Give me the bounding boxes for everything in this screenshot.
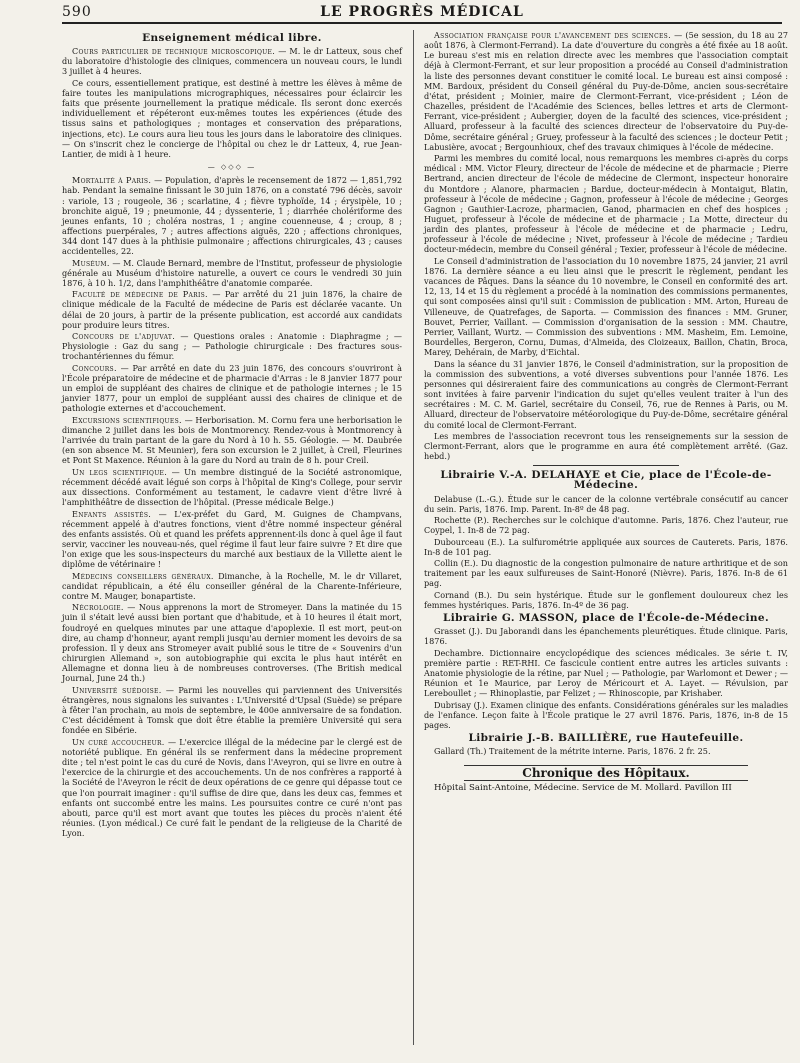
body-run: Dimanche, à la Rochelle, M. le dr Villaret, candidat républicain, a été élu conseiller général de la Charente-Inférieure, contre M. Mauger, bonapartiste. [62, 570, 402, 601]
page-number: 590 [62, 4, 92, 20]
heading-run: Excursions scientifiques. [72, 414, 182, 425]
body-run: — L'ex-préfet du Gard, M. Guignes de Champvans, récemment appelé à d'autres fonctions, vient d'être nommé inspecteur général des enfants assistés. Où et quand les préfets apprennent-ils donc à quel âge il faut servir, vacciner les nouveau-nés, quel régime il faut leur faire suivre ? Et dire que l'on exige que les sous-inspecteurs du marché aux bestiaux de la Villette aient le diplôme de vétérinaire ! [62, 508, 402, 570]
paragraph-legs [62, 467, 402, 508]
bib-entry: Cornand (B.). Du sein hystérique. Étude sur le gonflement douloureux chez les femmes hystériques. Paris, 1876. In-4º de 36 pag. [424, 589, 788, 610]
bib-entry: Delabuse (L.-G.). Étude sur le cancer de la colonne vertébrale consécutif au cancer du sein. Paris, 1876. Imp. Parent. In-8º de 48 pag. [424, 493, 788, 514]
paragraph-faculte [62, 289, 402, 330]
heading-run: Médecins conseillers généraux. [72, 570, 214, 581]
header-rule [62, 22, 782, 24]
body-run: — Par arrêté en date du 23 juin 1876, des concours s'ouvriront à l'École préparatoire de médecine et de pharmacie d'Arras : le 8 janvier 1877 pour un emploi de suppléant des chaires de clinique et de pathologie internes ; le 15 janvier 1877, pour un emploi de suppléant aussi des chaires de clinique et de pathologie externes et d'accouchement. [62, 362, 402, 414]
heading-run: Concours. [72, 362, 117, 373]
body-run: — Questions orales : Anatomie : Diaphragme ; — Physiologie : Gaz du sang ; — Pathologie chirurgicale : Des fractures sous-trochantériennes du fémur. [62, 331, 403, 362]
body-run: — (5e session, du 18 au 27 août 1876, à Clermont-Ferrand). La date d'ouverture du congrès a été fixée au 18 août. Le bureau s'est mis en relation directe avec les membres que l'association comptait déjà à Clermont-Ferrant, et sur leur proposition a procédé au Conseil d'administration la liste des personnes devant constituer le comité local. Le bureau est ainsi composé : MM. Bardoux, président du Conseil général du Puy-de-Dôme, ancien sous-secrétaire d'état, président ; Moinier, maire de Clermont-Ferrant, vice-président ; Léon de Chazelles, président de l'Académie des Sciences, belles lettres et arts de Clermont-Ferrant, vice-président ; Aubergier, doyen de la faculté des sciences, vice-président ; Alluard, professeur à la faculté des sciences directeur de l'observatoire du Puy-de-Dôme, secrétaire général ; Gruey, professeur à la faculté des sciences ; le docteur Petit ; Labusière, avocat ; Bergounhioux, chef des travaux chimiques à l'école de médecine. [424, 30, 788, 152]
journal-title: LE PROGRÈS MÉDICAL [320, 4, 524, 20]
body-run: — Un membre distingué de la Société astronomique, récemment décédé avait légué son corps à l'hôpital de King's College, pour servir aux dissections. Conformément au testament, le cadavre vient d'être livré à l'amphithéâtre de dissection de l'hôpital. (Presse médicale Belge.) [62, 466, 402, 508]
heading-run: Université suédoise. [72, 684, 162, 695]
paragraph-association-seance: Dans la séance du 31 janvier 1876, le Conseil d'administration, sur la proposition de la commission des subventions, a voté diverses subventions pour l'année 1876. Les personnes qui désireraient faire des communications au congrès de Clermont-Ferrant sont invitées à faire parvenir l'indication du sujet qu'elles veulent traiter à l'un des secrétaires : M. C. M. Gariel, secrétaire du Conseil, 76, rue de Rennes à Paris, ou M. Alluard, directeur de l'observatoire météorologique du Puy-de-Dôme, secrétaire général du comité local de Clermont-Ferrant. [424, 358, 788, 430]
body-run: — M. Claude Bernard, membre de l'Institut, professeur de physiologie générale au Muséum d'histoire naturelle, a ouvert ce cours le vendredi 30 juin 1876, à 10 h. 1/2, dans l'amphithéâtre d'anatomie comparée. [62, 257, 402, 288]
section-title-librairie-delahaye: Librairie V.-A. DELAHAYE et Cie, place de l'École-de-Médecine. [440, 469, 772, 492]
section-rule [533, 465, 679, 466]
body-run: — Population, d'après le recensement de 1872 — 1,851,792 hab. Pendant la semaine finissant le 30 juin 1876, on a constaté 796 décès, savoir : variole, 13 ; rougeole, 36 ; scarlatine, 4 ; fièvre typhoïde, 14 ; érysipèle, 10 ; bronchite aiguë, 19 ; pneumonie, 44 ; dyssenterie, 1 ; diarrhée cholériforme des jeunes enfants, 10 ; choléra nostras, 1 ; angine couenneuse, 4 ; croup, 8 ; affections puerpérales, 7 ; autres affections aiguës, 220 ; affections chroniques, 344 dont 147 dues à la phthisie pulmonaire ; affections chirurgicales, 43 ; causes accidentelles, 22. [62, 175, 403, 257]
heading-run: Association française pour l'avancement des sciences. [434, 30, 671, 40]
paragraph-museum [62, 258, 402, 288]
paragraph-excursions [62, 415, 402, 466]
running-header [62, 2, 782, 20]
body-run: — L'exercice illégal de la médecine par le clergé est de notoriété publique. En général ils se renferment dans la médecine proprement dite ; tel n'est point le cas du curé de Novis, dans l'Aveyron, qui se livre en outre à l'exercice de la chirurgie et des accouchements. Un de nos confrères a rapporté à la Société de l'Aveyron le récit de deux opérations de ce genre qui dépasse tout ce que l'on pourrait imaginer : qu'il suffise de dire que, dans les deux cas, femmes et enfants ont succombé entre les mains. Les poursuites contre ce curé n'ont pas abouti, parce qu'il est mort avant que toutes les pièces du procès n'aient été réunies. (Lyon médical.) Ce curé fait le pendant de la religieuse de la Charité de Lyon. [62, 736, 402, 839]
paragraph-necrologie [62, 602, 402, 683]
right-column [424, 30, 788, 794]
heading-run: Muséum. [72, 257, 110, 268]
heading-run: Faculté de médecine de Paris. [72, 289, 208, 300]
heading-run: Nécrologie. [72, 602, 124, 613]
section-title-librairie-masson: Librairie G. MASSON, place de l'École-de-Médecine. [442, 612, 770, 625]
bib-entry: Collin (E.). Du diagnostic de la congestion pulmonaire de nature arthritique et de son traitement par les eaux sulfureuses de Saint-Honoré (Nièvre). Paris, 1876. In-8 de 61 pag. [424, 558, 788, 589]
left-column [62, 30, 402, 839]
paragraph-association-conseil: Le Conseil d'administration de l'association du 10 novembre 1875, 24 janvier, 21 avril 1876. La dernière séance a eu lieu ainsi que le prescrit le règlement, pendant les vacances de Pâques. Dans la séance du 10 novembre, le Conseil en conformité des art. 12, 13, 14 et 15 du règlement a procédé à la nomination des commissions permanentes, qui sont composées ainsi qu'il suit : Commission de publication : MM. Arton, Hureau de Villeneuve, de Quatrefages, de Saporta. — Commission des finances : MM. Gruner, Bouvet, Perrier, Vaillant. — Commission d'organisation de la session : MM. Chautre, Perrier, Vaillant, Wurtz. — Commission des subventions : MM. Masheim, Em. Lemoine, Bourdelles, Bergeron, Cornu, Dumas, d'Almeida, des Cloizeaux, Baillon, Chatin, Broca, Marey, Dehérain, de Marby, d'Eichtal. [424, 255, 788, 358]
bib-entry: Dubrisay (J.). Examen clinique des enfants. Considérations générales sur les maladies de l'enfance. Leçon faite à l'École pratique le 27 avril 1876. Paris, 1876, in-8 de 15 pages. [424, 699, 788, 731]
heading-run: Enfants assistés. [72, 508, 152, 519]
body-run: — Nous apprenons la mort de Stromeyer. Dans la matinée du 15 juin il s'était levé aussi bien portant que d'habitude, et à 10 heures il était mort, foudroyé en quelques minutes par une attaque d'apoplexie. Il est mort, peut-on dire, au champ d'honneur, ayant rempli jusqu'au dernier moment les devoirs de sa profession. Il y deux ans Stromeyer avait publié sous le titre de « Souvenirs d'un chirurgien Allemand », son autobiographie qui excita le plus haut intérêt en Allemagne et donna lieu à de nombreuses controverses. (The British medical Journal, June 24 th.) [62, 602, 402, 684]
paragraph-association-renseignements: Les membres de l'association recevront tous les renseignements sur la session de Clermont-Ferrant, alors que le programme en aura été complètement arrêté. (Gaz. hebd.) [424, 430, 788, 462]
paragraph-hopital-saint-antoine: Hôpital Saint-Antoine, Médecine. Service de M. Mollard. Pavillon III [434, 782, 732, 793]
paragraph-cours-detail: Ce cours, essentiellement pratique, est destiné à mettre les élèves à même de faire toutes les manipulations micrographiques, nécessaires pour éclaircir les faits que présente journellement la pratique médicale. Ils seront donc exercés individuellement et répéteront eux-mêmes toutes les expériences (étude des tissus sains et pathologiques ; montages et conservation des préparations, injections, etc). Le cours aura lieu tous les jours dans le laboratoire des cliniques. — On s'inscrit chez le concierge de l'hôpital ou chez le dr Latteux, 4, rue Jean-Lantier, de midi à 1 heure. [62, 77, 402, 159]
bib-entry: Grasset (J.). Du Jaborandi dans les épanchements pleurétiques. Étude clinique. Paris, 1876. [424, 626, 788, 647]
paragraph-adjuvat [62, 331, 402, 361]
bib-entry: Gallard (Th.) Traitement de la métrite interne. Paris, 1876. 2 fr. 25. [434, 746, 711, 757]
paragraph-enfants [62, 509, 402, 570]
body-run: — Parmi les nouvelles qui parviennent des Universités étrangères, nous signalons les suivantes : L'Université d'Upsal (Suède) se prépare à fêter l'an prochain, au mois de septembre, le 400e anniversaire de sa fondation. C'est décidément à Tomsk que doit être établie la première Université qui sera fondée en Sibérie. [62, 684, 402, 736]
bib-entry: Dechambre. Dictionnaire encyclopédique des sciences médicales. 3e série t. IV, première partie : RET-RHI. Ce fascicule contient entre autres les articles suivants : Anatomie physiologie de la rétine, par Nuel ; — Pathologie, par Warlomont et Dewer ; — Réunion et 1e Maurice, par Leroy de Méricourt et A. Layet. — Révulsion, par Lereboullet ; — Rhinoplastie, par Felizet ; — Rhinoscopie, par Krishaber. [424, 647, 788, 699]
heading-run: Un legs scientifique. [72, 466, 168, 477]
paragraph-concours [62, 363, 402, 414]
body-run: — Herborisation. M. Cornu fera une herborisation le dimanche 2 juillet dans les bois de Montmorency. Rendez-vous à Montmorency à l'arrivée du train partant de la gare du Nord à 10 h. 55. Géologie. — M. Daubrée (en son absence M. St Meunier), fera son excursion le 2 juillet, à Creil, Fleurines et Pont St Maxence. Réunion à la gare du Nord au train de 8 h. pour Creil. [62, 414, 402, 466]
body-run: — M. le dr Latteux, sous chef du laboratoire d'histologie des cliniques, commencera un nouveau cours, le lundi 3 juillet à 4 heures. [62, 46, 402, 77]
ornament-divider: — ◇◇◇ — [207, 163, 257, 172]
section-title-librairie-bailliere: Librairie J.-B. BAILLIÈRE, rue Hautefeuille. [468, 732, 744, 745]
paragraph-mortalite [62, 175, 402, 256]
body-run: — Par arrêté du 21 juin 1876, la chaire de clinique médicale de la Faculté de médecine de Paris est déclarée vacante. Un délai de 20 jours, à partir de la présente publication, est accordé aux candidats pour produire leurs titres. [62, 289, 403, 330]
paragraph-medecins [62, 571, 402, 601]
bib-entry: Dubourceau (E.). La sulfurométrie appliquée aux sources de Cauterets. Paris, 1876. In-8 de 101 pag. [424, 536, 788, 557]
paragraph-upsal [62, 685, 402, 736]
column-divider [413, 30, 414, 1045]
paragraph-cure [62, 737, 402, 839]
section-title-enseignement: Enseignement médical libre. [142, 32, 322, 44]
heading-run: Mortalité à Paris. [72, 175, 152, 186]
bib-entry: Rochette (P.). Recherches sur le colchique d'automne. Paris, 1876. Chez l'auteur, rue Coypel, 1. In-8 de 72 pag. [424, 515, 788, 536]
paragraph-association-membres: Parmi les membres du comité local, nous remarquons les membres ci-après du corps médical : MM. Victor Fleury, directeur de l'école de médecine et de pharmacie ; Pierre Bertrand, ancien directeur de l'école de médecine de Clermont, inspecteur honoraire du Montdore ; Alanore, pharmacien ; Bardue, docteur-médecin à Montaigut, Blatin, professeur à l'école de médecine ; Gagnon, professeur à l'école de médecine ; Georges Gagnon ; Gauthier-Lacroze, pharmacien, Ganod, pharmacien en chef des hospices ; Huguet, professeur à l'école de médecine et de pharmacie ; La Motte, directeur du jardin des plantes, professeur à l'école de médecine et de pharmacie ; Ledru, professeur à l'école de médecine ; Nivet, professeur à l'école de médecine ; Tardieu docteur-médecin, membre du Conseil général ; Texier, professeur à l'école de médecine. [424, 153, 788, 255]
heading-run: Cours particulier de technique microscopique. [72, 46, 276, 57]
section-title-chronique: Chronique des Hôpitaux. [464, 765, 748, 781]
paragraph-association [424, 30, 788, 152]
heading-run: Un curé accoucheur. [72, 736, 165, 747]
heading-run: Concours de l'adjuvat. [72, 331, 176, 342]
paragraph-cours [62, 46, 402, 76]
